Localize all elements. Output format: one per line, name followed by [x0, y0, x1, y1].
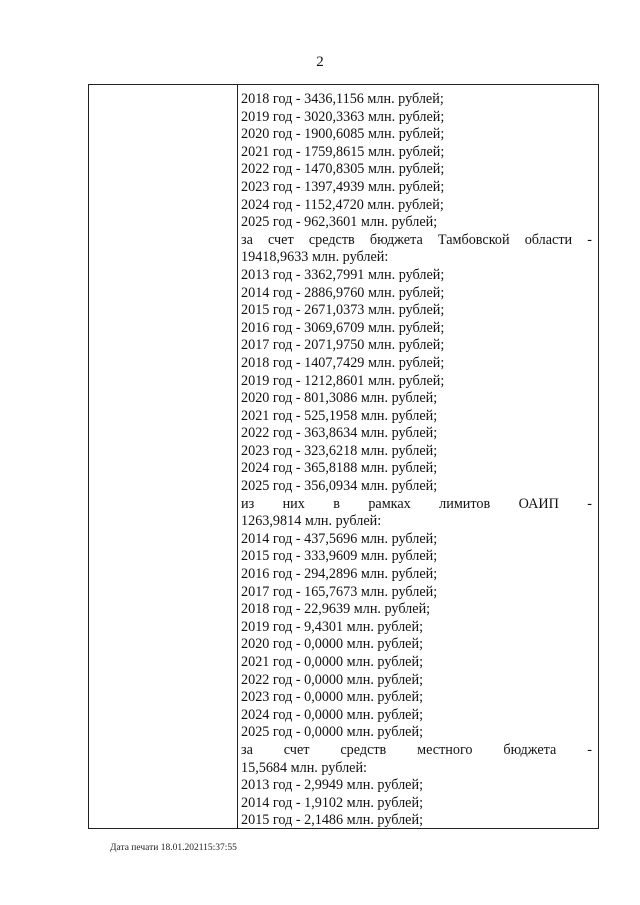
funding-line: 2018 год - 3436,1156 млн. рублей;	[241, 91, 444, 107]
funding-line-word: области	[524, 231, 573, 248]
funding-line: 2015 год - 2,1486 млн. рублей;	[241, 812, 424, 829]
funding-line: 2023 год - 0,0000 млн. рублей;	[241, 689, 424, 706]
funding-line-word: счет	[283, 741, 310, 758]
table-right-column	[241, 91, 592, 830]
funding-line: 2024 год - 1152,4720 млн. рублей;	[241, 196, 444, 213]
table-left-column	[89, 85, 238, 828]
funding-line: 2020 год - 801,3086 млн. рублей;	[241, 390, 438, 407]
funding-line-word: за	[241, 231, 253, 248]
funding-line: 2025 год - 962,3601 млн. рублей;	[241, 214, 438, 231]
funding-line: 2014 год - 1,9102 млн. рублей;	[241, 794, 424, 811]
funding-line-word: них	[282, 495, 305, 512]
funding-line-word: бюджета	[503, 741, 557, 758]
funding-line: 2023 год - 1397,4939 млн. рублей;	[241, 178, 445, 195]
funding-line-word: счет	[268, 231, 294, 248]
funding-line: 1263,9814 млн. рублей:	[241, 513, 382, 530]
funding-line-word: местного	[417, 741, 473, 758]
funding-line: 2015 год - 333,9609 млн. рублей;	[241, 548, 438, 565]
funding-line: 2017 год - 165,7673 млн. рублей;	[241, 583, 438, 600]
funding-line: 2018 год - 22,9639 млн. рублей;	[241, 601, 431, 618]
funding-line: 2015 год - 2671,0373 млн. рублей;	[241, 302, 445, 319]
funding-line: 19418,9633 млн. рублей:	[241, 249, 389, 266]
funding-line	[241, 496, 592, 514]
funding-line-word: рамках	[368, 495, 411, 512]
funding-line	[241, 742, 592, 760]
funding-line: 2013 год - 2,9949 млн. рублей;	[241, 777, 424, 794]
funding-line: 2019 год - 1212,8601 млн. рублей;	[241, 372, 445, 389]
page-number: 2	[316, 54, 324, 70]
funding-line: 2016 год - 294,2896 млн. рублей;	[241, 566, 438, 583]
funding-line	[241, 232, 592, 250]
funding-line: 2025 год - 0,0000 млн. рублей;	[241, 724, 424, 741]
funding-line: 2022 год - 1470,8305 млн. рублей;	[241, 161, 445, 178]
funding-line: 2023 год - 323,6218 млн. рублей;	[241, 442, 438, 459]
funding-line: 2024 год - 0,0000 млн. рублей;	[241, 706, 424, 723]
funding-line: 2014 год - 2886,9760 млн. рублей;	[241, 284, 445, 301]
funding-line-word: в	[333, 495, 340, 512]
funding-line-word: средств	[340, 741, 387, 758]
funding-line: 2021 год - 525,1958 млн. рублей;	[241, 407, 438, 424]
funding-line: 2021 год - 0,0000 млн. рублей;	[241, 654, 424, 670]
funding-line-word: бюджета	[369, 231, 423, 248]
funding-line-word: из	[241, 495, 255, 512]
funding-line: 2019 год - 9,4301 млн. рублей;	[241, 618, 424, 635]
funding-line: 2022 год - 363,8634 млн. рублей;	[241, 425, 438, 442]
funding-line: 2020 год - 1900,6085 млн. рублей;	[241, 126, 445, 143]
funding-line: 2025 год - 356,0934 млн. рублей;	[241, 478, 438, 495]
document-table	[88, 84, 599, 829]
funding-line-word: -	[587, 741, 592, 758]
funding-line-word: лимитов	[439, 495, 491, 512]
print-date: Дата печати 18.01.202115:37:55	[110, 843, 237, 853]
funding-line: 2013 год - 3362,7991 млн. рублей;	[241, 266, 445, 283]
funding-line: 2016 год - 3069,6709 млн. рублей;	[241, 319, 445, 336]
funding-line: 2017 год - 2071,9750 млн. рублей;	[241, 337, 445, 354]
funding-line-word: за	[241, 741, 253, 758]
funding-line: 2021 год - 1759,8615 млн. рублей;	[241, 143, 445, 160]
funding-line: 2014 год - 437,5696 млн. рублей;	[241, 530, 438, 547]
funding-line-word: Тамбовской	[437, 231, 510, 248]
funding-line: 2020 год - 0,0000 млн. рублей;	[241, 636, 424, 653]
funding-line-word: ОАИП	[518, 495, 559, 512]
funding-line: 2022 год - 0,0000 млн. рублей;	[241, 671, 424, 688]
funding-line: 2019 год - 3020,3363 млн. рублей;	[241, 108, 445, 125]
funding-line-word: -	[587, 495, 592, 512]
funding-line-word: -	[587, 231, 592, 248]
funding-line: 2024 год - 365,8188 млн. рублей;	[241, 460, 438, 477]
funding-line: 2018 год - 1407,7429 млн. рублей;	[241, 354, 445, 371]
funding-line-word: средств	[308, 231, 355, 248]
funding-line: 15,5684 млн. рублей:	[241, 759, 367, 776]
